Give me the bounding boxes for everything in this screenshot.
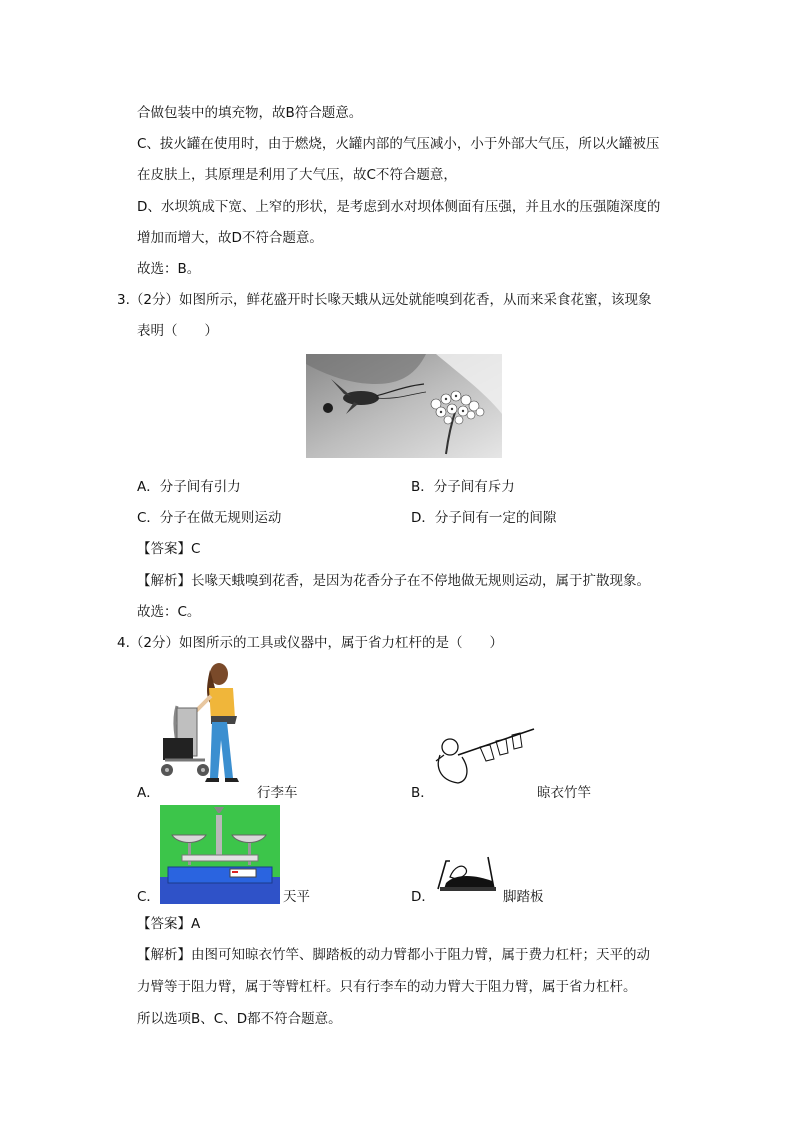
text-line: 合做包装中的填充物，故B符合题意。 bbox=[137, 105, 363, 121]
text-line: 故选：B。 bbox=[137, 261, 201, 277]
option-c: C．分子在做无规则运动 bbox=[137, 510, 282, 526]
balance-image bbox=[160, 805, 280, 904]
analysis-text-cont: 所以选项B、C、D都不符合题意。 bbox=[137, 1011, 342, 1027]
option-b: B．分子间有斥力 bbox=[411, 479, 515, 495]
foot-pedal-image bbox=[436, 853, 498, 895]
option-d-letter: D． bbox=[411, 889, 435, 905]
answer-label: 【答案】C bbox=[137, 541, 201, 557]
option-c-caption: 天平 bbox=[283, 889, 310, 905]
text-line: D、水坝筑成下宽、上窄的形状，是考虑到水对坝体侧面有压强，并且水的压强随深度的 bbox=[137, 199, 661, 215]
text-line: 在皮肤上，其原理是利用了大气压，故C不符合题意， bbox=[137, 167, 457, 183]
text-line: 增加而增大，故D不符合题意。 bbox=[137, 230, 323, 246]
moth-flower-image bbox=[306, 354, 502, 458]
question-4-stem: 4.（2分）如图所示的工具或仪器中，属于省力杠杆的是（ ） bbox=[117, 635, 503, 651]
analysis-text-cont: 力臂等于阻力臂，属于等臂杠杆。只有行李车的动力臂大于阻力臂，属于省力杠杆。 bbox=[137, 979, 637, 995]
question-3-stem-cont: 表明（ ） bbox=[137, 323, 218, 339]
answer-label: 【答案】A bbox=[137, 916, 201, 932]
option-d-caption: 脚踏板 bbox=[503, 889, 544, 905]
option-a-caption: 行李车 bbox=[257, 785, 298, 801]
option-a: A．分子间有引力 bbox=[137, 479, 241, 495]
option-b-letter: B． bbox=[411, 785, 434, 801]
text-line: C、拔火罐在使用时，由于燃烧，火罐内部的气压减小，小于外部大气压，所以火罐被压 bbox=[137, 136, 660, 152]
question-3-stem: 3.（2分）如图所示，鲜花盛开时长喙天蛾从远处就能嗅到花香，从而来采食花蜜，该现象 bbox=[117, 292, 652, 308]
option-c-letter: C． bbox=[137, 889, 160, 905]
luggage-cart-image bbox=[155, 660, 257, 785]
choose-text: 故选：C。 bbox=[137, 604, 201, 620]
option-a-letter: A． bbox=[137, 785, 160, 801]
analysis-text: 【解析】由图可知晾衣竹竿、脚踏板的动力臂都小于阻力臂，属于费力杠杆；天平的动 bbox=[137, 947, 650, 963]
option-b-caption: 晾衣竹竿 bbox=[537, 785, 591, 801]
clothes-pole-image bbox=[430, 725, 540, 787]
option-d: D．分子间有一定的间隙 bbox=[411, 510, 557, 526]
analysis-text: 【解析】长喙天蛾嗅到花香，是因为花香分子在不停地做无规则运动，属于扩散现象。 bbox=[137, 573, 650, 589]
